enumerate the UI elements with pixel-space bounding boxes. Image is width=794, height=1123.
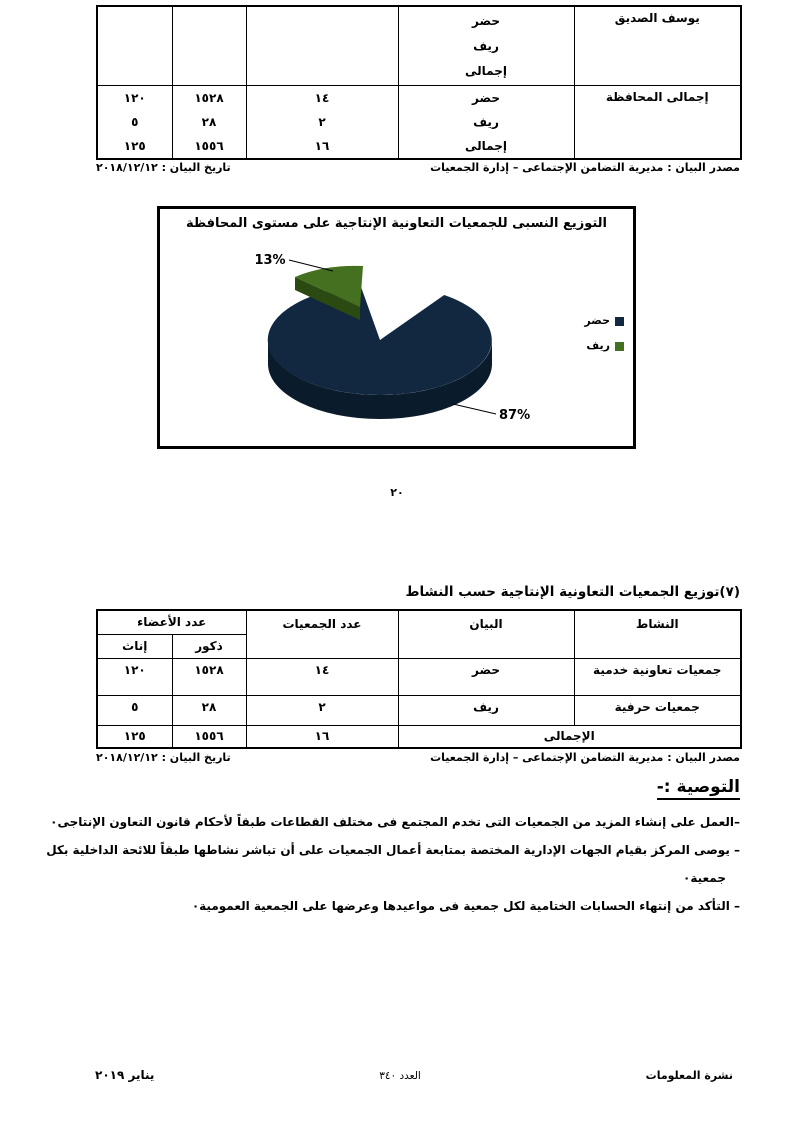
header-members-count: عدد الأعضاء	[97, 610, 246, 634]
leader-line-urban	[453, 404, 496, 414]
cell-item-lines	[398, 85, 574, 159]
cell-item: حضر	[398, 658, 574, 695]
table-row	[97, 658, 741, 695]
value-line: ٢	[318, 114, 326, 129]
cell-females-count: ١٢٥	[97, 725, 172, 748]
pie-label-urban-pct: 87%	[499, 408, 531, 423]
page-number: ٢٠	[390, 486, 404, 499]
source-date-line	[96, 751, 740, 767]
recommendation-line: – التأكد من إنتهاء الحسابات الختامية لكل جمعية فى مواعيدها وعرضها على الجمعية العمومية٠	[191, 899, 740, 913]
recommendations-heading: التوصية :-	[657, 777, 740, 800]
item-line: ريف	[473, 39, 499, 53]
recommendations-list	[40, 808, 740, 920]
pie-label-rural-pct: 13%	[254, 253, 286, 268]
cell-district-name: يوسف الصديق	[574, 6, 741, 85]
cell-item-lines	[398, 6, 574, 85]
pie-slice-urban	[268, 286, 492, 395]
legend-swatch-rect	[615, 317, 624, 326]
value-line: ١٥٥٦	[194, 138, 224, 153]
item-line: إجمالى	[465, 64, 507, 78]
recommendation-line: – يوصى المركز بقيام الجهات الإدارية المختصة بمتابعة أعمال الجمعيات على أن تباشر نشاطها طبقاً للائحة الداخلية بكل	[46, 843, 740, 857]
value-line: ١٤	[314, 90, 330, 105]
header-males: ذكور	[172, 634, 246, 658]
recommendation-line: –العمل على إنشاء المزيد من الجمعيات التى تخدم المجتمع فى مختلف القطاعات طبقاً لأحكام قانون التعاون الإنتاجى٠	[50, 815, 740, 829]
page-footer	[95, 1068, 733, 1082]
cell-males-count	[172, 6, 246, 85]
item-line: حضر	[472, 14, 500, 28]
source-date-line	[96, 161, 740, 177]
cell-males-count: ٢٨	[172, 695, 246, 725]
cell-females-count: ١٢٠	[97, 658, 172, 695]
cell-district-name: إجمالى المحافظة	[574, 85, 741, 159]
header-item: البيان	[398, 610, 574, 658]
table-row	[97, 85, 741, 159]
cell-societies-count	[246, 85, 398, 159]
data-date-text: تاريخ البيان : ٢٠١٨/١٢/١٢	[96, 751, 231, 764]
cell-total-label: الإجمالى	[398, 725, 741, 748]
chart-title: التوزيع النسبى للجمعيات التعاونية الإنتاجية على مستوى المحافظة	[185, 216, 608, 231]
legend-swatch-rect	[615, 342, 624, 351]
cell-males-count	[172, 85, 246, 159]
footer-issue-number: العدد ٣٤٠	[379, 1070, 421, 1082]
legend-label-rural: ريف	[586, 339, 610, 352]
cell-societies-count: ١٤	[246, 658, 398, 695]
cell-females-count	[97, 85, 172, 159]
value-line: ٥	[131, 114, 139, 129]
section-heading: (٧)توزيع الجمعيات التعاونية الإنتاجية حسب النشاط	[405, 584, 740, 600]
legend-entry-rural	[586, 338, 624, 354]
item-line: حضر	[472, 90, 500, 105]
cell-activity: جمعيات تعاونية خدمية	[574, 658, 741, 695]
pie-chart	[160, 209, 633, 446]
table-row	[97, 6, 741, 85]
pie-chart-frame	[157, 206, 636, 449]
cell-activity: جمعيات حرفية	[574, 695, 741, 725]
item-line: ريف	[473, 114, 499, 129]
cell-males-count: ١٥٢٨	[172, 658, 246, 695]
total-row	[97, 725, 741, 748]
cell-item: ريف	[398, 695, 574, 725]
data-date-text: تاريخ البيان : ٢٠١٨/١٢/١٢	[96, 161, 231, 174]
cell-societies-count	[246, 6, 398, 85]
legend-swatch-urban	[615, 317, 624, 326]
recommendation-line: جمعية٠	[683, 871, 726, 885]
governorate-totals-table	[96, 5, 742, 160]
legend-swatch-rural	[615, 342, 624, 351]
data-source-text: مصدر البيان : مديرية التضامن الإجتماعى – إدارة الجمعيات	[430, 161, 740, 174]
cell-societies-count: ٢	[246, 695, 398, 725]
value-line: ١٢٠	[123, 90, 146, 105]
footer-bulletin-name: نشرة المعلومات	[645, 1069, 733, 1082]
header-row	[97, 610, 741, 634]
legend-label-urban: حضر	[584, 314, 610, 327]
header-females: إناث	[97, 634, 172, 658]
header-societies-count: عدد الجمعيات	[246, 610, 398, 658]
value-line: ١٢٥	[123, 138, 146, 153]
header-activity: النشاط	[574, 610, 741, 658]
footer-date: يناير ٢٠١٩	[95, 1068, 155, 1082]
cell-females-count	[97, 6, 172, 85]
data-source-text: مصدر البيان : مديرية التضامن الإجتماعى – إدارة الجمعيات	[430, 751, 740, 764]
table-row	[97, 695, 741, 725]
cell-societies-count: ١٦	[246, 725, 398, 748]
item-line: إجمالى	[465, 138, 507, 153]
activity-distribution-table	[96, 609, 742, 749]
value-line: ١٦	[314, 138, 330, 153]
value-line: ٢٨	[201, 114, 217, 129]
value-line: ١٥٢٨	[194, 90, 224, 105]
leader-line-rural	[289, 260, 333, 271]
cell-females-count: ٥	[97, 695, 172, 725]
cell-males-count: ١٥٥٦	[172, 725, 246, 748]
legend-entry-urban	[584, 313, 624, 329]
